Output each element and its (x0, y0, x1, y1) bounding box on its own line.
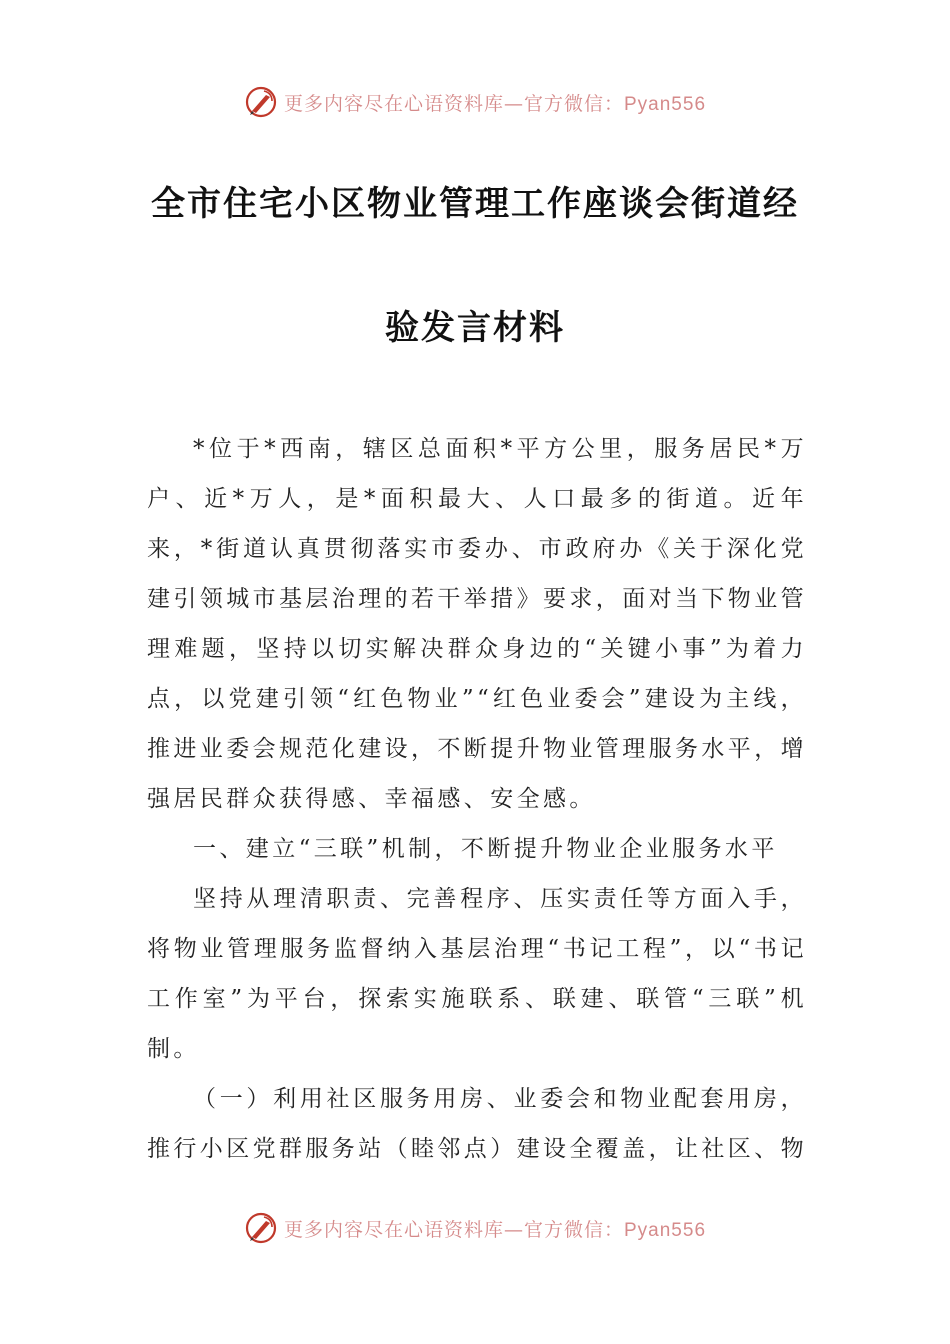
watermark-text: 更多内容尽在心语资料库—官方微信：Pyan556 (283, 92, 707, 115)
watermark-wechat-id: Pyan556 (624, 1219, 707, 1241)
document-title-line2: 验发言材料 (385, 308, 565, 348)
document-body (147, 424, 807, 1174)
watermark-text: 更多内容尽在心语资料库—官方微信：Pyan556 (283, 1218, 707, 1241)
section-heading: 一、建立“三联”机制，不断提升物业企业服务水平 (193, 836, 778, 862)
pen-logo-icon (244, 1211, 278, 1245)
paragraph-intro: *位于*西南，辖区总面积*平方公里，服务居民*万户、近*万人，是*面积最大、人口最多的街道。近年来，*街道认真贯彻落实市委办、市政府办《关于深化党建引领城市基层治理的若干举措》要求，面对当下物业管理难题，坚持以切实解决群众身边的“关键小事”为着力点，以党建引领“红色物业”“红色业委会”建设为主线，推进业委会规范化建设，不断提升物业管理服务水平，增强居民群众获得感、幸福感、安全感。 (147, 436, 807, 812)
paragraph-item-1: （一）利用社区服务用房、业委会和物业配套用房，推行小区党群服务站（睦邻点）建设全覆盖，让社区、物 (147, 1086, 807, 1162)
watermark-banner-bottom (0, 1208, 950, 1248)
paragraph-section-1: 坚持从理清职责、完善程序、压实责任等方面入手，将物业管理服务监督纳入基层治理“书记工程”，以“书记工作室”为平台，探索实施联系、联建、联管“三联”机制。 (147, 886, 807, 1062)
watermark-banner-top (0, 82, 950, 122)
document-title-line1: 全市住宅小区物业管理工作座谈会街道经 (151, 184, 799, 224)
pen-logo-icon (244, 85, 278, 119)
watermark-wechat-id: Pyan556 (624, 93, 707, 115)
